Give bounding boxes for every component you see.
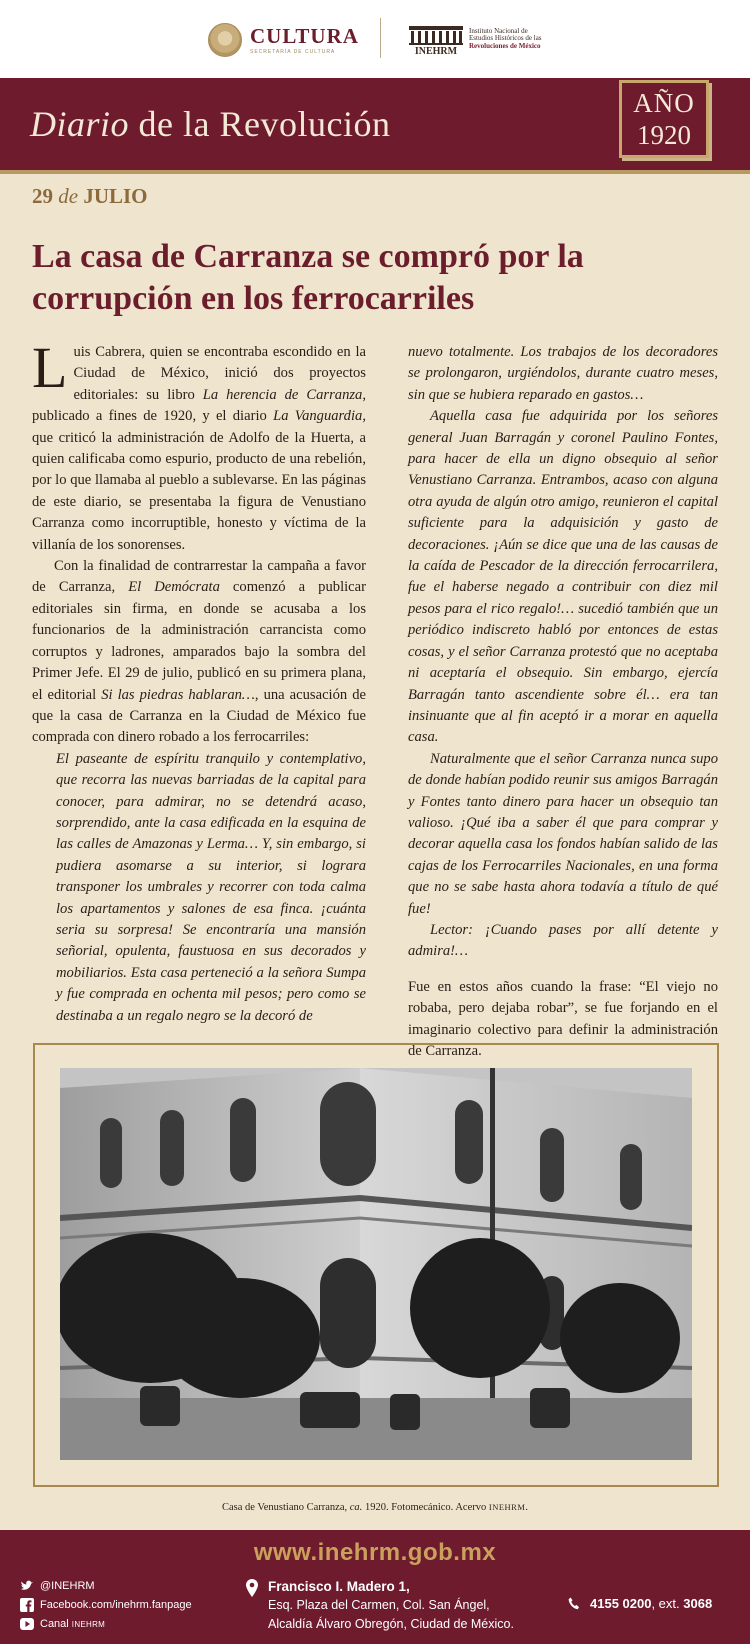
date-day: 29 [32, 184, 53, 208]
inehrm-line-3: Revoluciones de México [469, 41, 541, 50]
book-title: La herencia de Carranza [202, 386, 363, 403]
year-label: AÑO [633, 88, 695, 118]
inehrm-line-1: Instituto Nacional de [469, 26, 528, 35]
newspaper-title-2: El Demócrata [128, 579, 220, 596]
publication-title-italic: Diario [30, 104, 130, 144]
social-links [20, 1576, 192, 1633]
drop-cap: L [32, 335, 68, 400]
cultura-logo [208, 20, 359, 60]
paragraph-2 [32, 556, 366, 749]
national-seal-icon [208, 23, 242, 57]
date-month: JULIO [83, 184, 148, 208]
historic-photo-carranza-house [60, 1068, 692, 1460]
article-headline: La casa de Carranza se compró por la corrupción en los ferrocarriles [32, 238, 584, 317]
twitter-handle: @INEHRM [40, 1579, 95, 1592]
closing-paragraph: Fue en estos años cuando la frase: “El viejo no robaba, pero dejaba robar”, se fue forjando en el imaginario colectivo para definir la administración de Carranza. [408, 978, 718, 1059]
inehrm-label: INEHRM [414, 46, 458, 55]
newspaper-title: La Vanguardia [273, 408, 363, 425]
website-link[interactable]: www.inehrm.gob.mx [253, 1539, 497, 1566]
inehrm-line-2: Estudios Históricos de las [469, 34, 542, 43]
logo-divider [380, 18, 381, 58]
quote-part-2: Aquella casa fue adquirida por los señores general Juan Barragán y coronel Paulino Fontes, para hacer de ella un digno obsequio al señor Venustiano Carranza. Entrambos, acaso con alguna otra ayuda de algún otro amigo, reunieron el capital suficiente para la adquisición y gasto de decoraciones. ¡Aún se dice que una de las causas de la caída de Pescador de la dirección ferrocarrilera, fue el haberse negado a contribuir con diez mil pesos para el rico regalo!… sucedió también que un periódico indiscreto habló por entonces de estas cosas, y el señor Carranza protestó que no aceptaba ni aceptaría el obsequio. Sin embargo, ejercía Barragán tanto ascendiente sobre él… era tan insinuante que al fin aceptó ir a morar en aquella casa. [408, 408, 718, 746]
publication-title [30, 103, 390, 145]
address-line-2: Esq. Plaza del Carmen, Col. San Ángel, [268, 1598, 490, 1612]
location-pin-icon [246, 1579, 258, 1597]
p2-text-c: , una acusación de que la casa de Carranza en la Ciudad de México fue comprada con dinero robado a los ferrocarriles: [32, 686, 366, 746]
banner-gold-rule [0, 170, 750, 174]
year-value: 1920 [637, 120, 691, 150]
facebook-url: Facebook.com/inehrm.fanpage [40, 1598, 192, 1611]
cultura-wordmark: CULTURA [250, 23, 359, 48]
photo-caption [0, 1502, 750, 1513]
quote-part-3: Naturalmente que el señor Carranza nunca supo de donde habían podido reunir sus amigos Barragán y Fontes tanto dinero para hacer un obsequio tan valioso. ¡Qué iba a saber él que para comprar y decorar aquella casa los fondos habían salido de las cajas de los Ferrocarriles Nacionales, en una forma que no se sabe hasta ahora todavía a título de qué fue! [408, 750, 718, 917]
quotation-block: El paseante de espíritu tranquilo y contemplativo, que recorra las nuevas barriadas de la capital para conocer, para admirar, no se detendrá acaso, sorprendido, ante la casa edificada en la esquina de las calles de Amazonas y Lerma… Y, sin embargo, si pudiera asomarse a su interior, si lograra transponer los umbrales y recorrer con toda calma los apartamentos y salones de esa finca. ¡cuánta seria su sorpresa! Se encontraría una mansión señorial, opulenta, faustuosa en sus decorados y mobiliarios. Esta casa perteneció a la señora Sumpa y fue comprada en ochenta mil pesos; pero como se destinaba a un regalo negro se la decoró de [56, 750, 366, 1024]
top-logo-bar [0, 0, 750, 78]
article-column-left [32, 335, 366, 1027]
caption-inehrm: INEHRM [488, 1502, 526, 1512]
inehrm-logo [408, 22, 542, 56]
publication-title-rest: de la Revolución [129, 104, 391, 144]
address-line-1: Francisco I. Madero 1, [268, 1579, 410, 1594]
youtube-icon [20, 1617, 34, 1631]
youtube-link[interactable] [20, 1614, 192, 1633]
caption-text-b: 1920. Fotomecánico. Acervo [362, 1502, 489, 1513]
twitter-link[interactable] [20, 1576, 192, 1595]
youtube-label: Canal [40, 1617, 72, 1630]
year-badge [619, 80, 709, 158]
building-photo-illustration [60, 1068, 692, 1460]
twitter-icon [20, 1579, 34, 1593]
cultura-subtitle: SECRETARÍA DE CULTURA [250, 48, 336, 55]
paragraph-1 [32, 335, 366, 556]
p2-text-b: comenzó a publicar editoriales sin firma, en donde se acusaba a los funcionarios de la administración carrancista como corruptos y ladrones, amparados bajo la sombra del Primer Jefe. El 29 de julio, publicó en su primera plana, el editorial [32, 579, 366, 703]
youtube-channel: INEHRM [71, 1619, 106, 1629]
phone-icon [568, 1597, 580, 1611]
building-icon [408, 23, 464, 55]
caption-end: . [525, 1502, 529, 1513]
facebook-link[interactable] [20, 1595, 192, 1614]
quotation-continuation [408, 342, 718, 963]
date-de: de [58, 184, 79, 208]
phone-ext-label: , ext. [651, 1596, 684, 1611]
editorial-title: Si las piedras hablaran… [101, 686, 255, 703]
phone-number: 4155 0200 [590, 1596, 652, 1611]
article-column-right [408, 342, 718, 1062]
p2-text-a: Con la finalidad de contrarrestar la campaña a favor de Carranza, [32, 558, 366, 596]
phone-block[interactable] [568, 1596, 712, 1611]
address-line-3: Alcaldía Álvaro Obregón, Ciudad de México. [268, 1617, 514, 1631]
caption-text-a: Casa de Venustiano Carranza, [221, 1502, 350, 1513]
facebook-icon [20, 1598, 34, 1612]
p1-text-b: , publicado a fines de 1920, y el diario [32, 386, 366, 425]
quote-part-4: Lector: ¡Cuando pases por allí detente y admira!… [408, 921, 718, 960]
p1-text-a: uis Cabrera, quien se encontraba escondido en la Ciudad de México, inició dos proyectos editoriales: su libro [73, 344, 366, 403]
caption-circa: ca. [349, 1502, 363, 1513]
issue-date [32, 184, 148, 209]
quote-part-1: nuevo totalmente. Los trabajos de los decoradores se prolongaron, urgiéndolos, durante cuatro meses, sin que se hubiera reparado en gastos… [408, 344, 718, 403]
p1-text-c: , que criticó la administración de Adolfo de la Huerta, a quien calificaba como espurio, producto de una rebelión, por lo que llamaba al pueblo a sublevarse. En las páginas de este diario, se presentaba la figura de Venustiano Carranza como incorruptible, honesto y víctima de la villanía de los sonorenses. [32, 408, 366, 553]
phone-extension: 3068 [683, 1596, 713, 1611]
